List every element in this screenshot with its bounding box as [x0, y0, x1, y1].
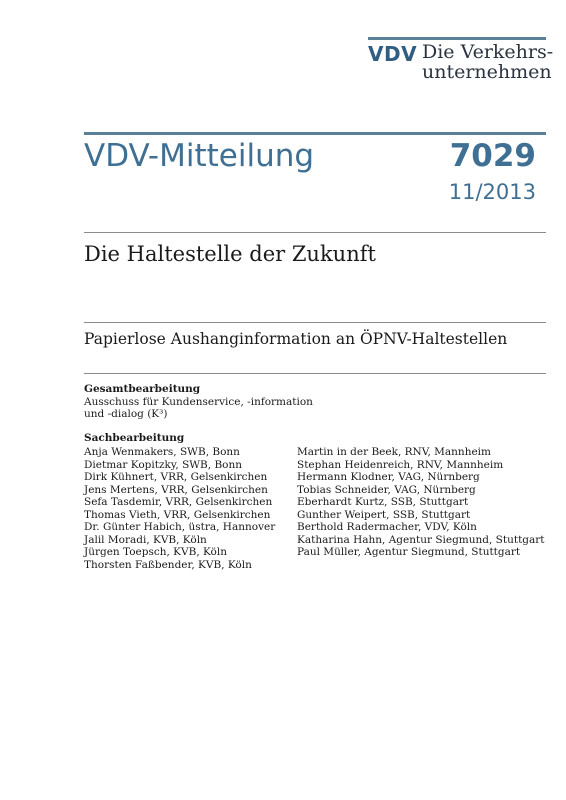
- list-item: Katharina Hahn, Agentur Siegmund, Stuttgart: [297, 533, 545, 546]
- logo-bar: [368, 37, 546, 40]
- sach-heading: Sachbearbeitung: [84, 432, 185, 444]
- document-number: 7029: [449, 138, 536, 174]
- logo-text-line1: Die Verkehrs-: [422, 41, 554, 63]
- list-item: Thomas Vieth, VRR, Gelsenkirchen: [84, 508, 271, 521]
- list-item: Paul Müller, Agentur Siegmund, Stuttgart: [297, 546, 521, 558]
- logo-mark: VDV: [368, 42, 418, 66]
- logo-text-line2: unternehmen: [422, 61, 552, 83]
- list-item: Gunther Weipert, SSB, Stuttgart: [297, 508, 471, 521]
- list-item: Jürgen Toepsch, KVB, Köln: [84, 546, 228, 558]
- gesamt-line2: und -dialog (K³): [84, 408, 168, 420]
- page-subtitle: Papierlose Aushanginformation an ÖPNV-Haltestellen: [84, 330, 508, 348]
- list-item: Berthold Radermacher, VDV, Köln: [297, 521, 477, 533]
- list-item: Hermann Klodner, VAG, Nürnberg: [297, 471, 480, 483]
- list-item: Eberhardt Kurtz, SSB, Stuttgart: [297, 496, 469, 508]
- list-item: Dirk Kühnert, VRR, Gelsenkirchen: [84, 471, 268, 483]
- sach-list-right: [297, 446, 545, 559]
- list-item: Tobias Schneider, VAG, Nürnberg: [297, 483, 476, 496]
- list-item: Anja Wenmakers, SWB, Bonn: [84, 446, 240, 458]
- series-title: VDV-Mitteilung: [84, 138, 315, 174]
- gesamt-line1: Ausschuss für Kundenservice, -information: [84, 396, 313, 408]
- list-item: Martin in der Beek, RNV, Mannheim: [297, 446, 491, 458]
- divider-subtitle-top: [84, 322, 546, 323]
- list-item: Dietmar Kopitzky, SWB, Bonn: [84, 458, 243, 471]
- gesamt-heading: Gesamtbearbeitung: [84, 383, 201, 395]
- list-item: Jens Mertens, VRR, Gelsenkirchen: [84, 483, 268, 496]
- list-item: Dr. Günter Habich, üstra, Hannover: [84, 521, 276, 533]
- sach-list-left: [84, 446, 275, 571]
- list-item: Thorsten Faßbender, KVB, Köln: [84, 558, 252, 571]
- list-item: Jalil Moradi, KVB, Köln: [84, 533, 207, 546]
- list-item: Sefa Tasdemir, VRR, Gelsenkirchen: [84, 496, 273, 508]
- divider-title-top: [84, 232, 546, 233]
- list-item: Stephan Heidenreich, RNV, Mannheim: [297, 458, 504, 471]
- header-rule: [84, 132, 546, 135]
- divider-subtitle-bottom: [84, 373, 546, 374]
- page-title: Die Haltestelle der Zukunft: [84, 242, 376, 266]
- document-date: 11/2013: [448, 180, 536, 204]
